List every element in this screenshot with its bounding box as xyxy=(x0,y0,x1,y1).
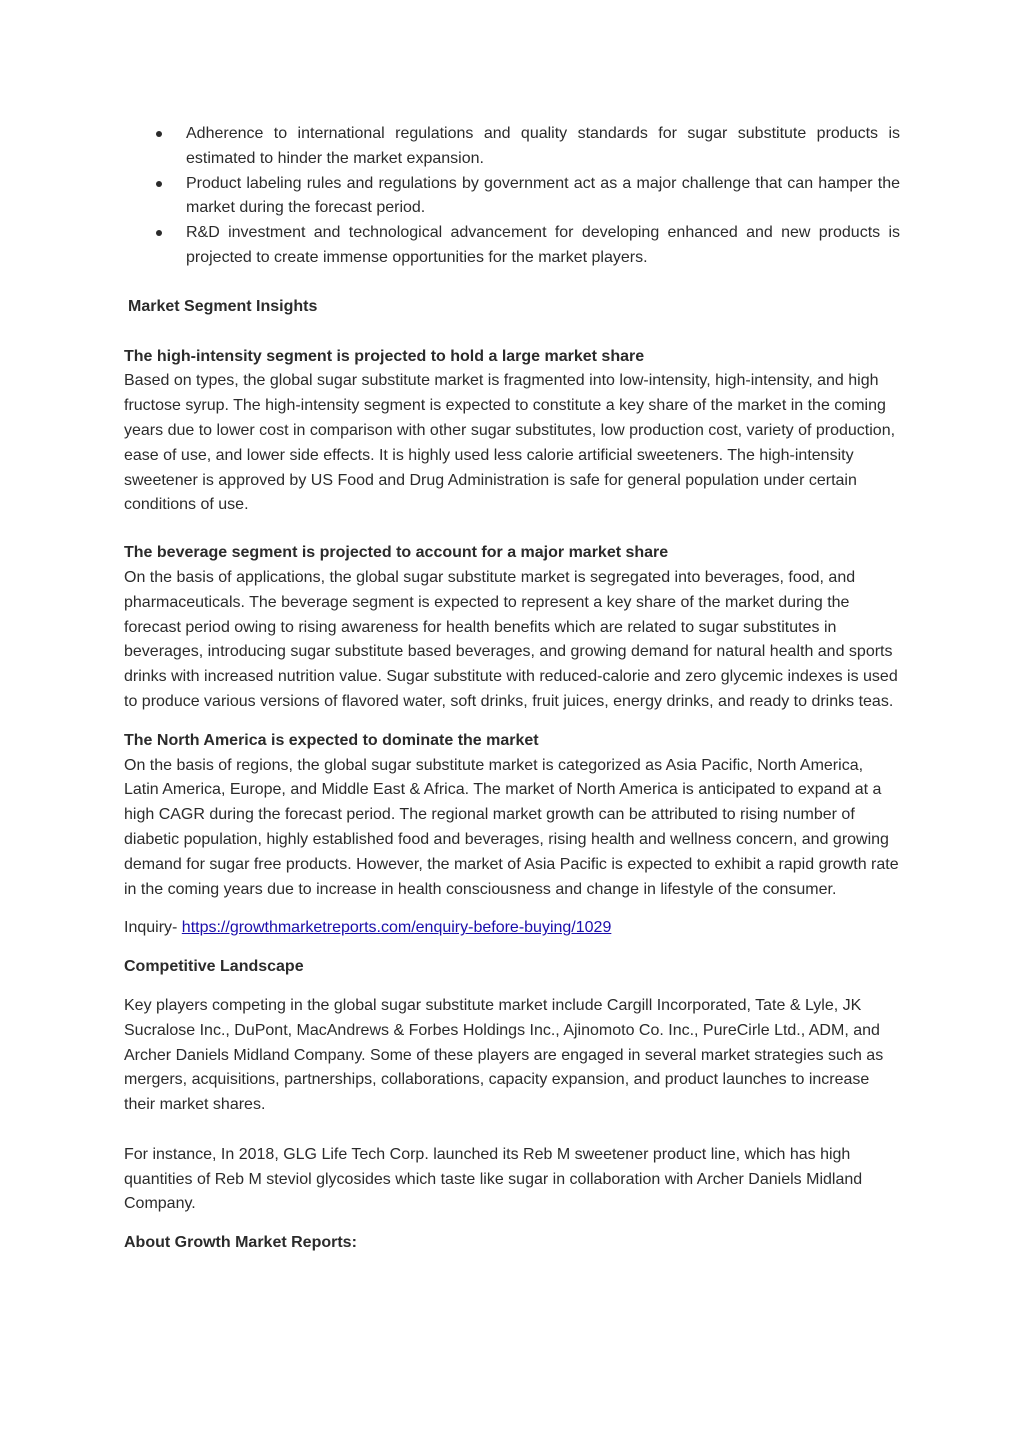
north-america-paragraph: On the basis of regions, the global sugar substitute market is categorized as Asia Pacific, North America, Latin America, Europe, and Middle East & Africa. The market of North America is anticipated to expand at a high CAGR during the forecast period. The regional market growth can be attributed to rising number of diabetic population, highly established food and beverages, rising health and wellness concern, and growing demand for sugar free products. However, the market of Asia Pacific is expected to exhibit a rapid growth rate in the coming years due to increase in health consciousness and change in lifestyle of the consumer. xyxy=(124,756,899,898)
bullet-item xyxy=(124,122,900,172)
bullet-dot-icon xyxy=(156,181,162,187)
high-intensity-paragraph: Based on types, the global sugar substitute market is fragmented into low-intensity, high-intensity, and high fructose syrup. The high-intensity segment is expected to constitute a key share of the market in the coming years due to lower cost in comparison with other sugar substitutes, low production cost, variety of production, ease of use, and lower side effects. It is highly used less calorie artificial sweeteners. The high-intensity sweetener is approved by US Food and Drug Administration is safe for general population under certain conditions of use. xyxy=(124,372,896,514)
challenges-bullet-list xyxy=(124,122,900,271)
bullet-dot-icon xyxy=(156,131,162,137)
about-heading: About Growth Market Reports: xyxy=(124,1234,357,1252)
document-page xyxy=(124,122,900,1256)
inquiry-line xyxy=(124,916,900,941)
inquiry-link[interactable]: https://growthmarketreports.com/enquiry-before-buying/1029 xyxy=(181,919,612,937)
competitive-landscape-heading: Competitive Landscape xyxy=(124,958,304,976)
segment-insights-heading: Market Segment Insights xyxy=(128,297,318,315)
bullet-dot-icon xyxy=(156,230,162,236)
competitive-paragraph-1: Key players competing in the global sugar substitute market include Cargill Incorporated, Tate & Lyle, JK Sucralose Inc., DuPont, MacAndrews & Forbes Holdings Inc., Ajinomoto Co. Inc., PureCirle Ltd., ADM, and Archer Daniels Midland Company. Some of these players are engaged in several market strategies such as mergers, acquisitions, partnerships, collaborations, capacity expansion, and product launches to increase their market shares. xyxy=(124,996,884,1114)
bullet-item xyxy=(124,172,900,222)
bullet-item xyxy=(124,221,900,271)
bullet-text: Product labeling rules and regulations by government act as a major challenge that can hamper the market during the forecast period. xyxy=(186,174,900,217)
beverage-heading: The beverage segment is projected to account for a major market share xyxy=(124,544,669,562)
bullet-text: Adherence to international regulations and quality standards for sugar substitute products is estimated to hinder the market expansion. xyxy=(186,125,900,167)
north-america-heading: The North America is expected to dominate the market xyxy=(124,731,539,749)
bullet-text: R&D investment and technological advancement for developing enhanced and new products is projected to create immense opportunities for the market players. xyxy=(186,224,900,266)
competitive-paragraph-2: For instance, In 2018, GLG Life Tech Corp. launched its Reb M sweetener product line, which has high quantities of Reb M steviol glycosides which taste like sugar in collaboration with Archer Daniels Midland Company. xyxy=(124,1145,863,1213)
inquiry-label: Inquiry- xyxy=(124,919,182,937)
high-intensity-heading: The high-intensity segment is projected to hold a large market share xyxy=(124,347,645,365)
beverage-paragraph: On the basis of applications, the global sugar substitute market is segregated into beverages, food, and pharmaceuticals. The beverage segment is expected to represent a key share of the market during the forecast period owing to rising awareness for health benefits which are related to sugar substitutes in beverages, introducing sugar substitute based beverages, and growing demand for natural health and sports drinks with increased nutrition value. Sugar substitute with reduced-calorie and zero glycemic indexes is used to produce various versions of flavored water, soft drinks, fruit juices, energy drinks, and ready to drinks teas. xyxy=(124,568,898,710)
